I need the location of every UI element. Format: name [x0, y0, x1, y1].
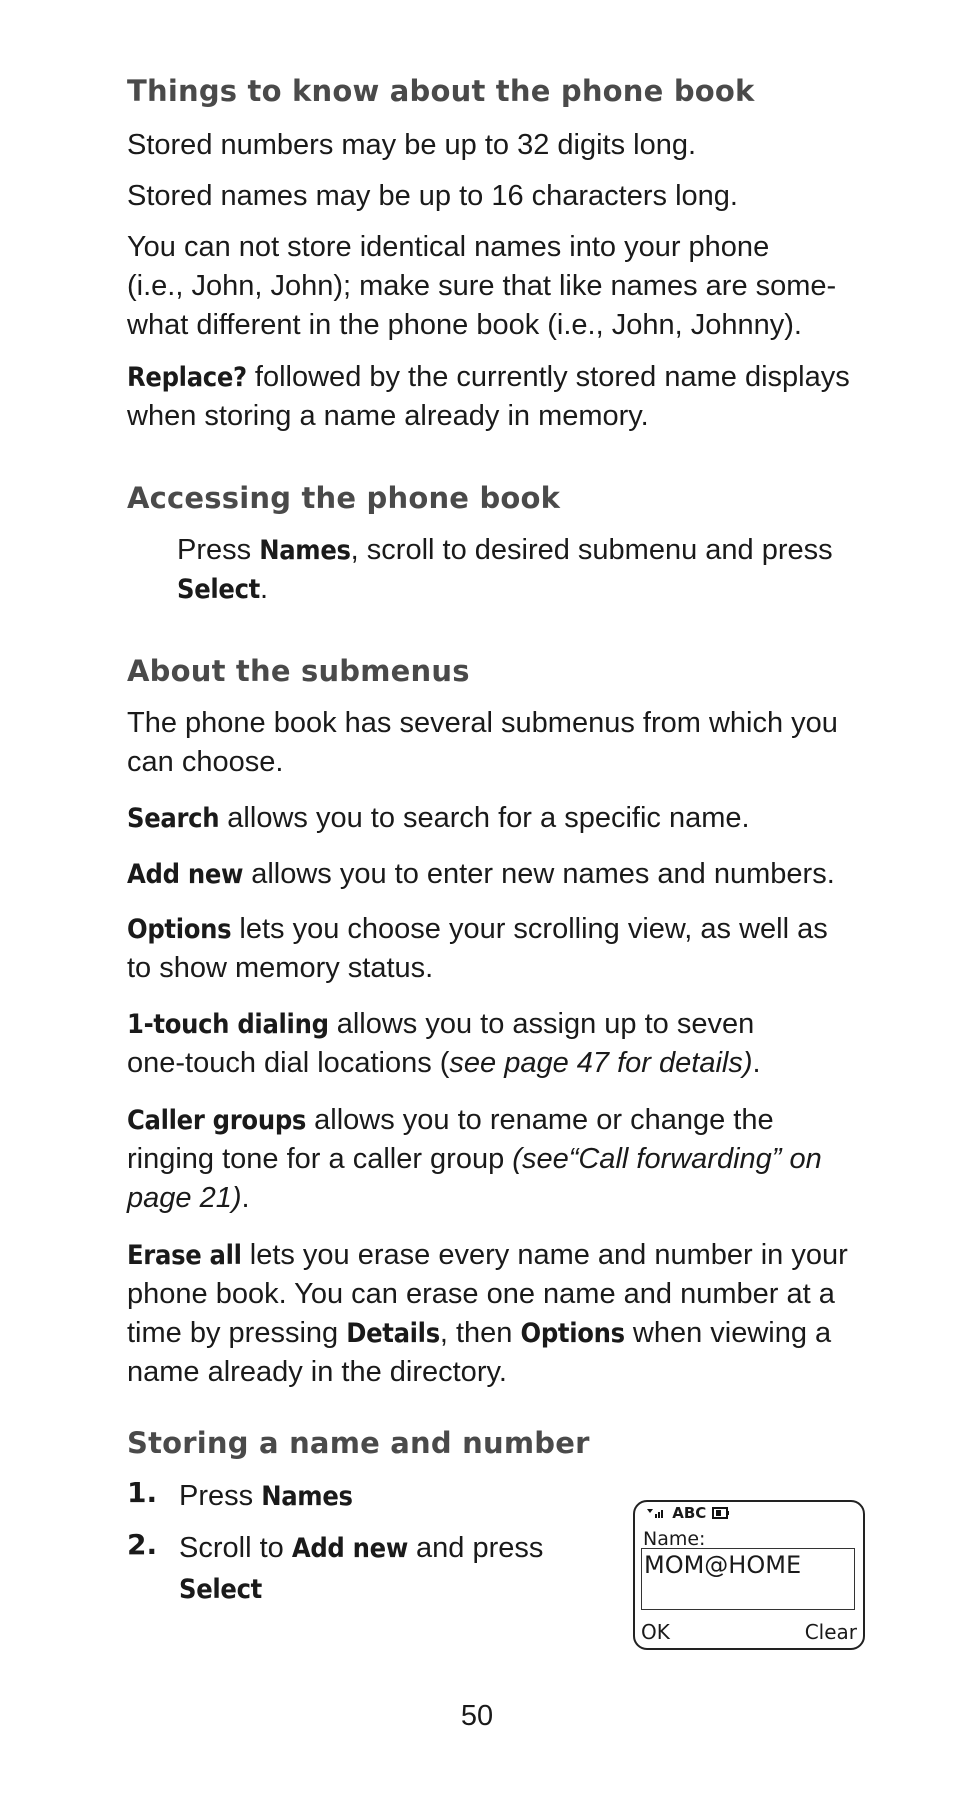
cross-reference: (see“Call forwarding” on	[512, 1143, 822, 1175]
name-field	[641, 1548, 855, 1610]
step-number: 2.	[127, 1528, 158, 1561]
paragraph-caller-groups	[127, 1101, 867, 1218]
heading-submenus: About the submenus	[127, 654, 470, 688]
text: allows you to rename or change the	[306, 1104, 774, 1136]
battery-icon	[712, 1506, 730, 1520]
text: , scroll to desired submenu and press	[350, 534, 833, 566]
text: , then	[439, 1317, 521, 1349]
key-options: Options	[520, 1318, 625, 1349]
heading-storing: Storing a name and number	[127, 1426, 590, 1460]
key-names: Names	[261, 1481, 353, 1512]
page-number: 50	[460, 1700, 494, 1732]
name-label: Name:	[643, 1528, 706, 1550]
paragraph-options	[127, 910, 867, 988]
text: Press	[179, 1480, 262, 1512]
text: ringing tone for a caller group	[127, 1143, 513, 1175]
line: to show memory status.	[127, 952, 434, 984]
key-search: Search	[127, 803, 220, 834]
key-add-new: Add new	[291, 1533, 408, 1564]
line: phone book. You can erase one name and number at a	[127, 1278, 835, 1310]
text: allows you to search for a specific name.	[219, 802, 750, 834]
heading-accessing: Accessing the phone book	[127, 481, 561, 515]
text: when viewing a	[624, 1317, 832, 1349]
key-add-new: Add new	[127, 859, 244, 890]
text: allows you to assign up to seven	[328, 1008, 755, 1040]
key-names: Names	[259, 535, 351, 566]
line: You can not store identical names into your phone	[127, 231, 770, 263]
key-select: Select	[179, 1574, 262, 1605]
paragraph-add-new	[127, 855, 867, 894]
step-number: 1.	[127, 1476, 158, 1509]
text: .	[752, 1047, 761, 1079]
key-caller-groups: Caller groups	[127, 1105, 307, 1136]
text: followed by the currently stored name displays	[246, 361, 850, 393]
paragraph-digits: Stored numbers may be up to 32 digits long.	[127, 129, 697, 161]
line: can choose.	[127, 746, 284, 778]
paragraph-submenus-intro	[127, 704, 867, 782]
text: .	[241, 1182, 250, 1214]
name-value: MOM@HOME	[644, 1551, 802, 1579]
line: what different in the phone book (i.e., John, Johnny).	[127, 309, 802, 341]
clear-softkey: Clear	[804, 1620, 857, 1644]
cross-reference: page 21)	[127, 1182, 242, 1214]
text: time by pressing	[127, 1317, 347, 1349]
key-details: Details	[346, 1318, 440, 1349]
text: .	[259, 573, 269, 605]
heading-things-to-know: Things to know about the phone book	[127, 74, 755, 108]
text: and press	[407, 1532, 544, 1564]
signal-icon	[645, 1506, 667, 1520]
paragraph-identical-names	[127, 228, 867, 345]
key-1-touch-dialing: 1-touch dialing	[127, 1009, 329, 1040]
paragraph-1-touch	[127, 1005, 867, 1083]
text: one-touch dial locations (	[127, 1047, 450, 1079]
paragraph-characters: Stored names may be up to 16 characters long.	[127, 180, 738, 212]
input-mode: ABC	[672, 1504, 707, 1522]
line: when storing a name already in memory.	[127, 400, 649, 432]
step-text	[179, 1528, 579, 1610]
key-select: Select	[177, 574, 260, 605]
paragraph-accessing	[177, 531, 867, 609]
status-bar	[645, 1504, 730, 1522]
text: Scroll to	[179, 1532, 292, 1564]
paragraph-replace	[127, 358, 867, 436]
line: name already in the directory.	[127, 1356, 507, 1388]
paragraph-search	[127, 799, 867, 838]
phone-display-illustration	[633, 1500, 865, 1650]
text: lets you choose your scrolling view, as well as	[231, 913, 828, 945]
key-erase-all: Erase all	[127, 1240, 242, 1271]
line: The phone book has several submenus from which you	[127, 707, 838, 739]
text: allows you to enter new names and numbers.	[243, 858, 835, 890]
key-options: Options	[127, 914, 232, 945]
line: (i.e., John, John); make sure that like names are some-	[127, 270, 837, 302]
text: lets you erase every name and number in your	[241, 1239, 848, 1271]
text: Press	[177, 534, 260, 566]
step-text	[179, 1476, 579, 1517]
cross-reference: see page 47 for details)	[449, 1047, 753, 1079]
key-replace: Replace?	[127, 362, 247, 393]
ok-softkey: OK	[641, 1620, 670, 1644]
paragraph-erase-all	[127, 1236, 867, 1392]
